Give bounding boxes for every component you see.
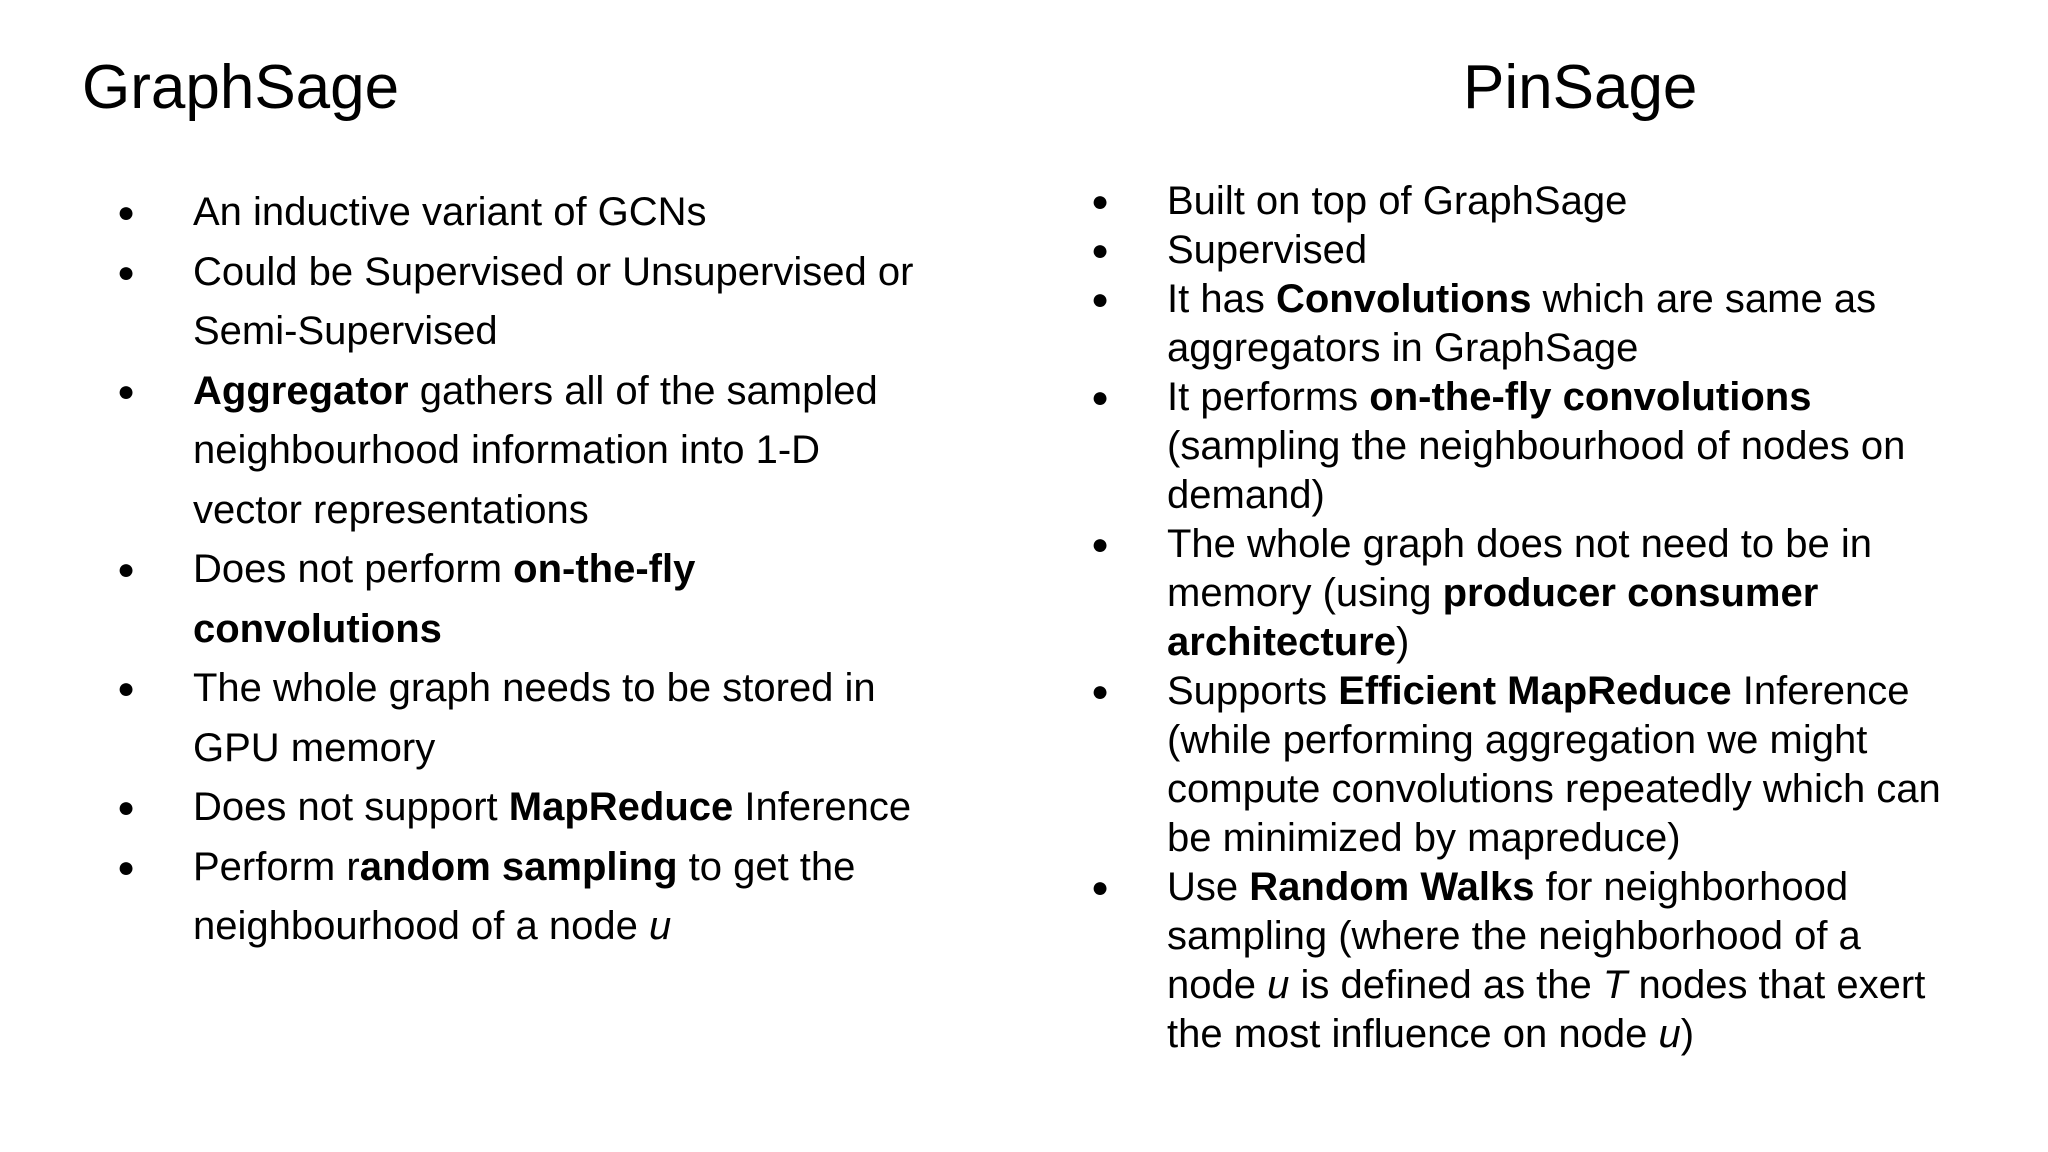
- bullet-dot-icon: ●: [1091, 675, 1110, 708]
- italic-term: u: [648, 904, 672, 948]
- bold-term: producer consumer: [1442, 571, 1819, 615]
- bullet-text: for neighborhood: [1534, 865, 1849, 909]
- pinsage-title: PinSage: [1463, 53, 1698, 122]
- bold-term: architecture: [1167, 620, 1396, 664]
- bold-term: Random Walks: [1249, 865, 1535, 909]
- bullet-text: It has: [1167, 277, 1276, 321]
- bullet-text: The whole graph does not need to be in: [1167, 522, 1872, 566]
- bullet-dot-icon: ●: [117, 553, 136, 586]
- bullet-text: Inference: [1731, 669, 1910, 713]
- bullet-text: compute convolutions repeatedly which can: [1167, 767, 1941, 811]
- bullet-text: neighbourhood information into 1-D: [193, 428, 821, 472]
- left-bullet-item: [117, 540, 993, 659]
- graphsage-title: GraphSage: [82, 53, 400, 122]
- bullet-text: nodes that exert: [1627, 963, 1926, 1007]
- bullet-text: is defined as the: [1289, 963, 1603, 1007]
- bullet-text: the most influence on node: [1167, 1012, 1659, 1056]
- bullet-text: Does not support: [193, 785, 509, 829]
- bullet-dot-icon: ●: [117, 672, 136, 705]
- bullet-dot-icon: ●: [1091, 528, 1110, 561]
- right-bullet-item: [1091, 667, 2037, 863]
- bullet-dot-icon: ●: [117, 850, 136, 884]
- bullet-dot-icon: ●: [117, 791, 136, 824]
- left-bullet-item: [117, 778, 993, 838]
- bullet-text: Inference: [733, 785, 912, 829]
- bold-term: Efficient MapReduce: [1338, 669, 1732, 713]
- right-bullet-item: [1091, 226, 2037, 275]
- bullet-dot-icon: ●: [1091, 871, 1110, 904]
- bold-term: Convolutions: [1275, 277, 1532, 321]
- bullet-text: aggregators in GraphSage: [1167, 326, 1639, 370]
- left-bullet-item: [117, 183, 993, 243]
- bullet-text: to get the: [677, 844, 856, 889]
- bullet-text: Supervised: [1167, 228, 1368, 272]
- bullet-text: (sampling the neighbourhood of nodes on: [1167, 424, 1906, 468]
- bullet-dot-icon: ●: [1091, 283, 1110, 316]
- right-bullet-item: [1091, 177, 2037, 226]
- bold-term: MapReduce: [508, 785, 734, 829]
- graphsage-bullet-list: [117, 183, 993, 957]
- bullet-text: The whole graph needs to be stored in: [193, 666, 876, 710]
- bullet-dot-icon: ●: [1091, 381, 1110, 414]
- bullet-text: which are same as: [1531, 277, 1877, 321]
- right-bullet-item: [1091, 863, 2037, 1059]
- bullet-text: An inductive variant of GCNs: [193, 190, 707, 234]
- bullet-text: Does not perform: [193, 547, 514, 591]
- bullet-text: be minimized by mapreduce): [1167, 816, 1681, 860]
- bullet-dot-icon: ●: [117, 374, 136, 408]
- bold-term: on-the-fly: [513, 547, 696, 591]
- bullet-text: sampling (where the neighborhood of a: [1167, 914, 1861, 958]
- bullet-text: Supports: [1167, 669, 1339, 713]
- bold-term: andom sampling: [359, 844, 678, 889]
- bullet-dot-icon: ●: [1091, 185, 1110, 218]
- italic-term: u: [1658, 1012, 1681, 1056]
- pinsage-bullet-list: [1091, 177, 2037, 1059]
- left-bullet-item: [117, 659, 993, 778]
- bold-term: on-the-fly convolutions: [1369, 375, 1812, 419]
- bullet-text: Built on top of GraphSage: [1167, 179, 1628, 223]
- bullet-text: node: [1167, 963, 1268, 1007]
- bullet-dot-icon: ●: [1091, 234, 1110, 267]
- right-bullet-item: [1091, 373, 2037, 520]
- bullet-text: gathers all of the sampled: [408, 368, 878, 413]
- bullet-dot-icon: ●: [117, 255, 136, 289]
- bullet-text: GPU memory: [193, 725, 436, 770]
- bold-term: convolutions: [193, 606, 442, 651]
- bullet-text: Could be Supervised or Unsupervised or: [193, 249, 914, 294]
- bullet-text: It performs: [1167, 375, 1370, 419]
- bold-term: Aggregator: [193, 368, 409, 413]
- italic-term: u: [1267, 963, 1290, 1007]
- bullet-text: ): [1680, 1012, 1695, 1056]
- italic-term: T: [1602, 963, 1628, 1007]
- bullet-text: (while performing aggregation we might: [1167, 718, 1868, 762]
- bullet-text: Use: [1167, 865, 1250, 909]
- right-bullet-item: [1091, 520, 2037, 667]
- bullet-text: neighbourhood of a node: [193, 904, 649, 948]
- bullet-text: ): [1395, 620, 1410, 664]
- bullet-dot-icon: ●: [117, 196, 136, 229]
- left-bullet-item: [117, 243, 993, 362]
- bullet-text: vector representations: [193, 487, 589, 532]
- bullet-text: Semi-Supervised: [193, 309, 498, 353]
- left-bullet-item: [117, 838, 993, 957]
- right-bullet-item: [1091, 275, 2037, 373]
- bullet-text: demand): [1167, 473, 1325, 517]
- bullet-text: Perform r: [193, 844, 360, 889]
- left-bullet-item: [117, 362, 993, 541]
- bullet-text: memory (using: [1167, 571, 1443, 615]
